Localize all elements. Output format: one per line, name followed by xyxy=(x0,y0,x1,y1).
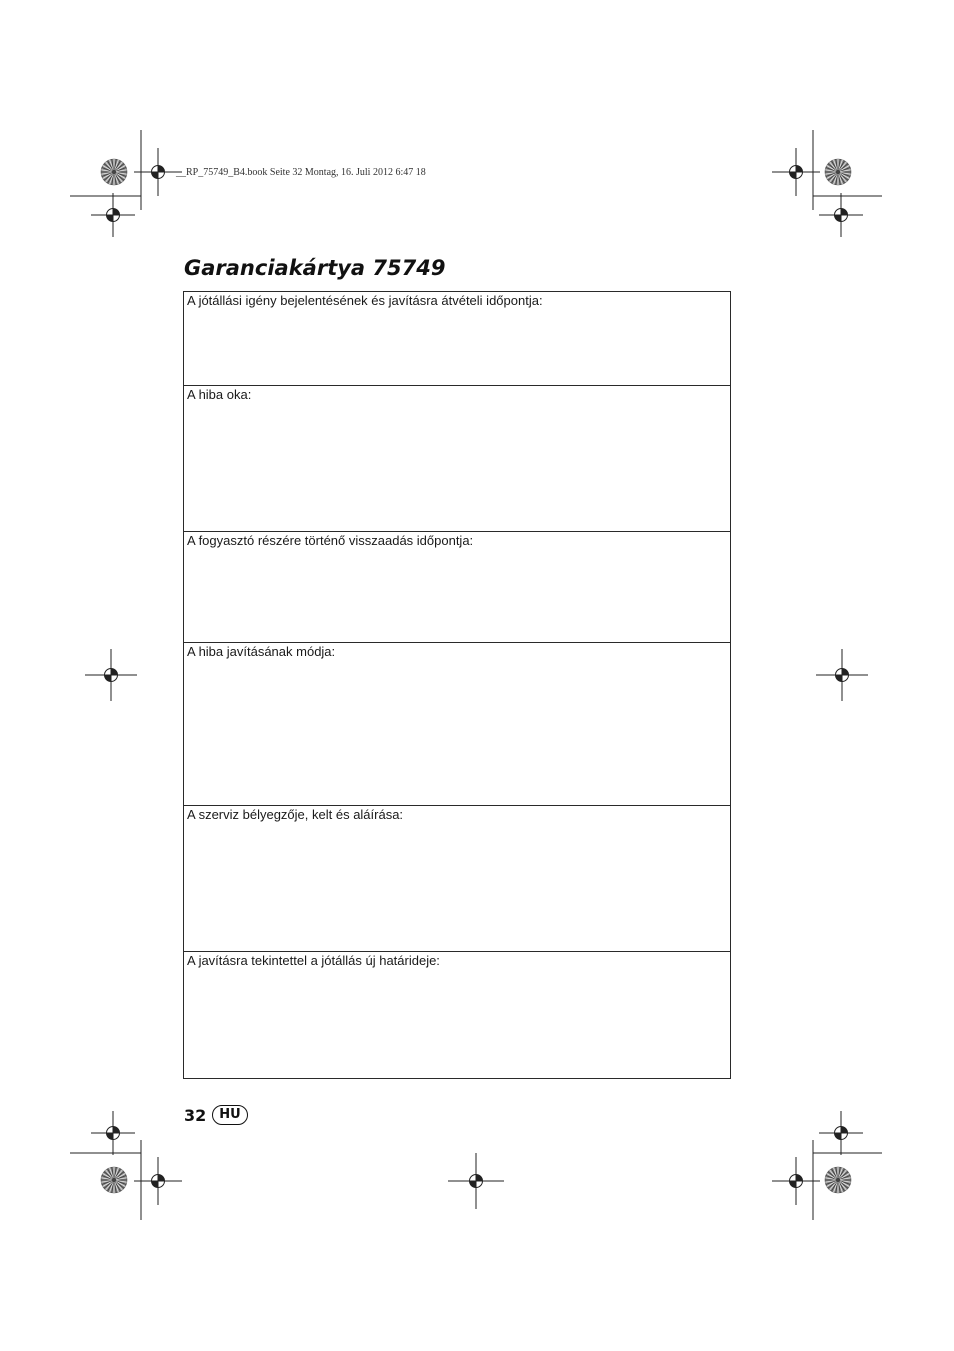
starburst-target-icon xyxy=(825,159,851,185)
registration-crosshair-icon xyxy=(85,649,137,701)
starburst-target-icon xyxy=(101,1167,127,1193)
registration-crosshair-icon xyxy=(91,193,135,237)
language-badge: HU xyxy=(212,1105,247,1125)
row-label: A hiba oka: xyxy=(187,387,252,402)
form-row-repair-method[interactable] xyxy=(184,642,730,805)
row-label: A fogyasztó részére történő visszaadás időpontja: xyxy=(187,533,474,548)
registration-crosshair-icon xyxy=(819,193,863,237)
registration-crosshair-icon xyxy=(819,1111,863,1155)
registration-crosshair-icon xyxy=(91,1111,135,1155)
page-title: Garanciakártya 75749 xyxy=(184,256,446,280)
form-row-return-date[interactable] xyxy=(184,531,730,642)
row-label: A hiba javításának módja: xyxy=(187,644,336,659)
starburst-target-icon xyxy=(825,1167,851,1193)
print-header: __RP_75749_B4.book Seite 32 Montag, 16. Juli 2012 6:47 18 xyxy=(176,167,426,178)
form-row-service-stamp[interactable] xyxy=(184,805,730,951)
form-row-new-warranty-deadline[interactable] xyxy=(184,951,730,1078)
page-footer xyxy=(184,1105,248,1125)
row-label: A szerviz bélyegzője, kelt és aláírása: xyxy=(187,807,404,822)
starburst-target-icon xyxy=(101,159,127,185)
warranty-form xyxy=(183,291,731,1079)
form-row-fault-cause[interactable] xyxy=(184,385,730,531)
registration-crosshair-icon xyxy=(448,1153,504,1209)
page-number: 32 xyxy=(184,1105,207,1125)
registration-crosshair-icon xyxy=(816,649,868,701)
row-label: A jótállási igény bejelentésének és javításra átvételi időpontja: xyxy=(187,293,543,308)
form-row-acceptance-date[interactable] xyxy=(184,292,730,385)
row-label: A javításra tekintettel a jótállás új határideje: xyxy=(187,953,440,968)
